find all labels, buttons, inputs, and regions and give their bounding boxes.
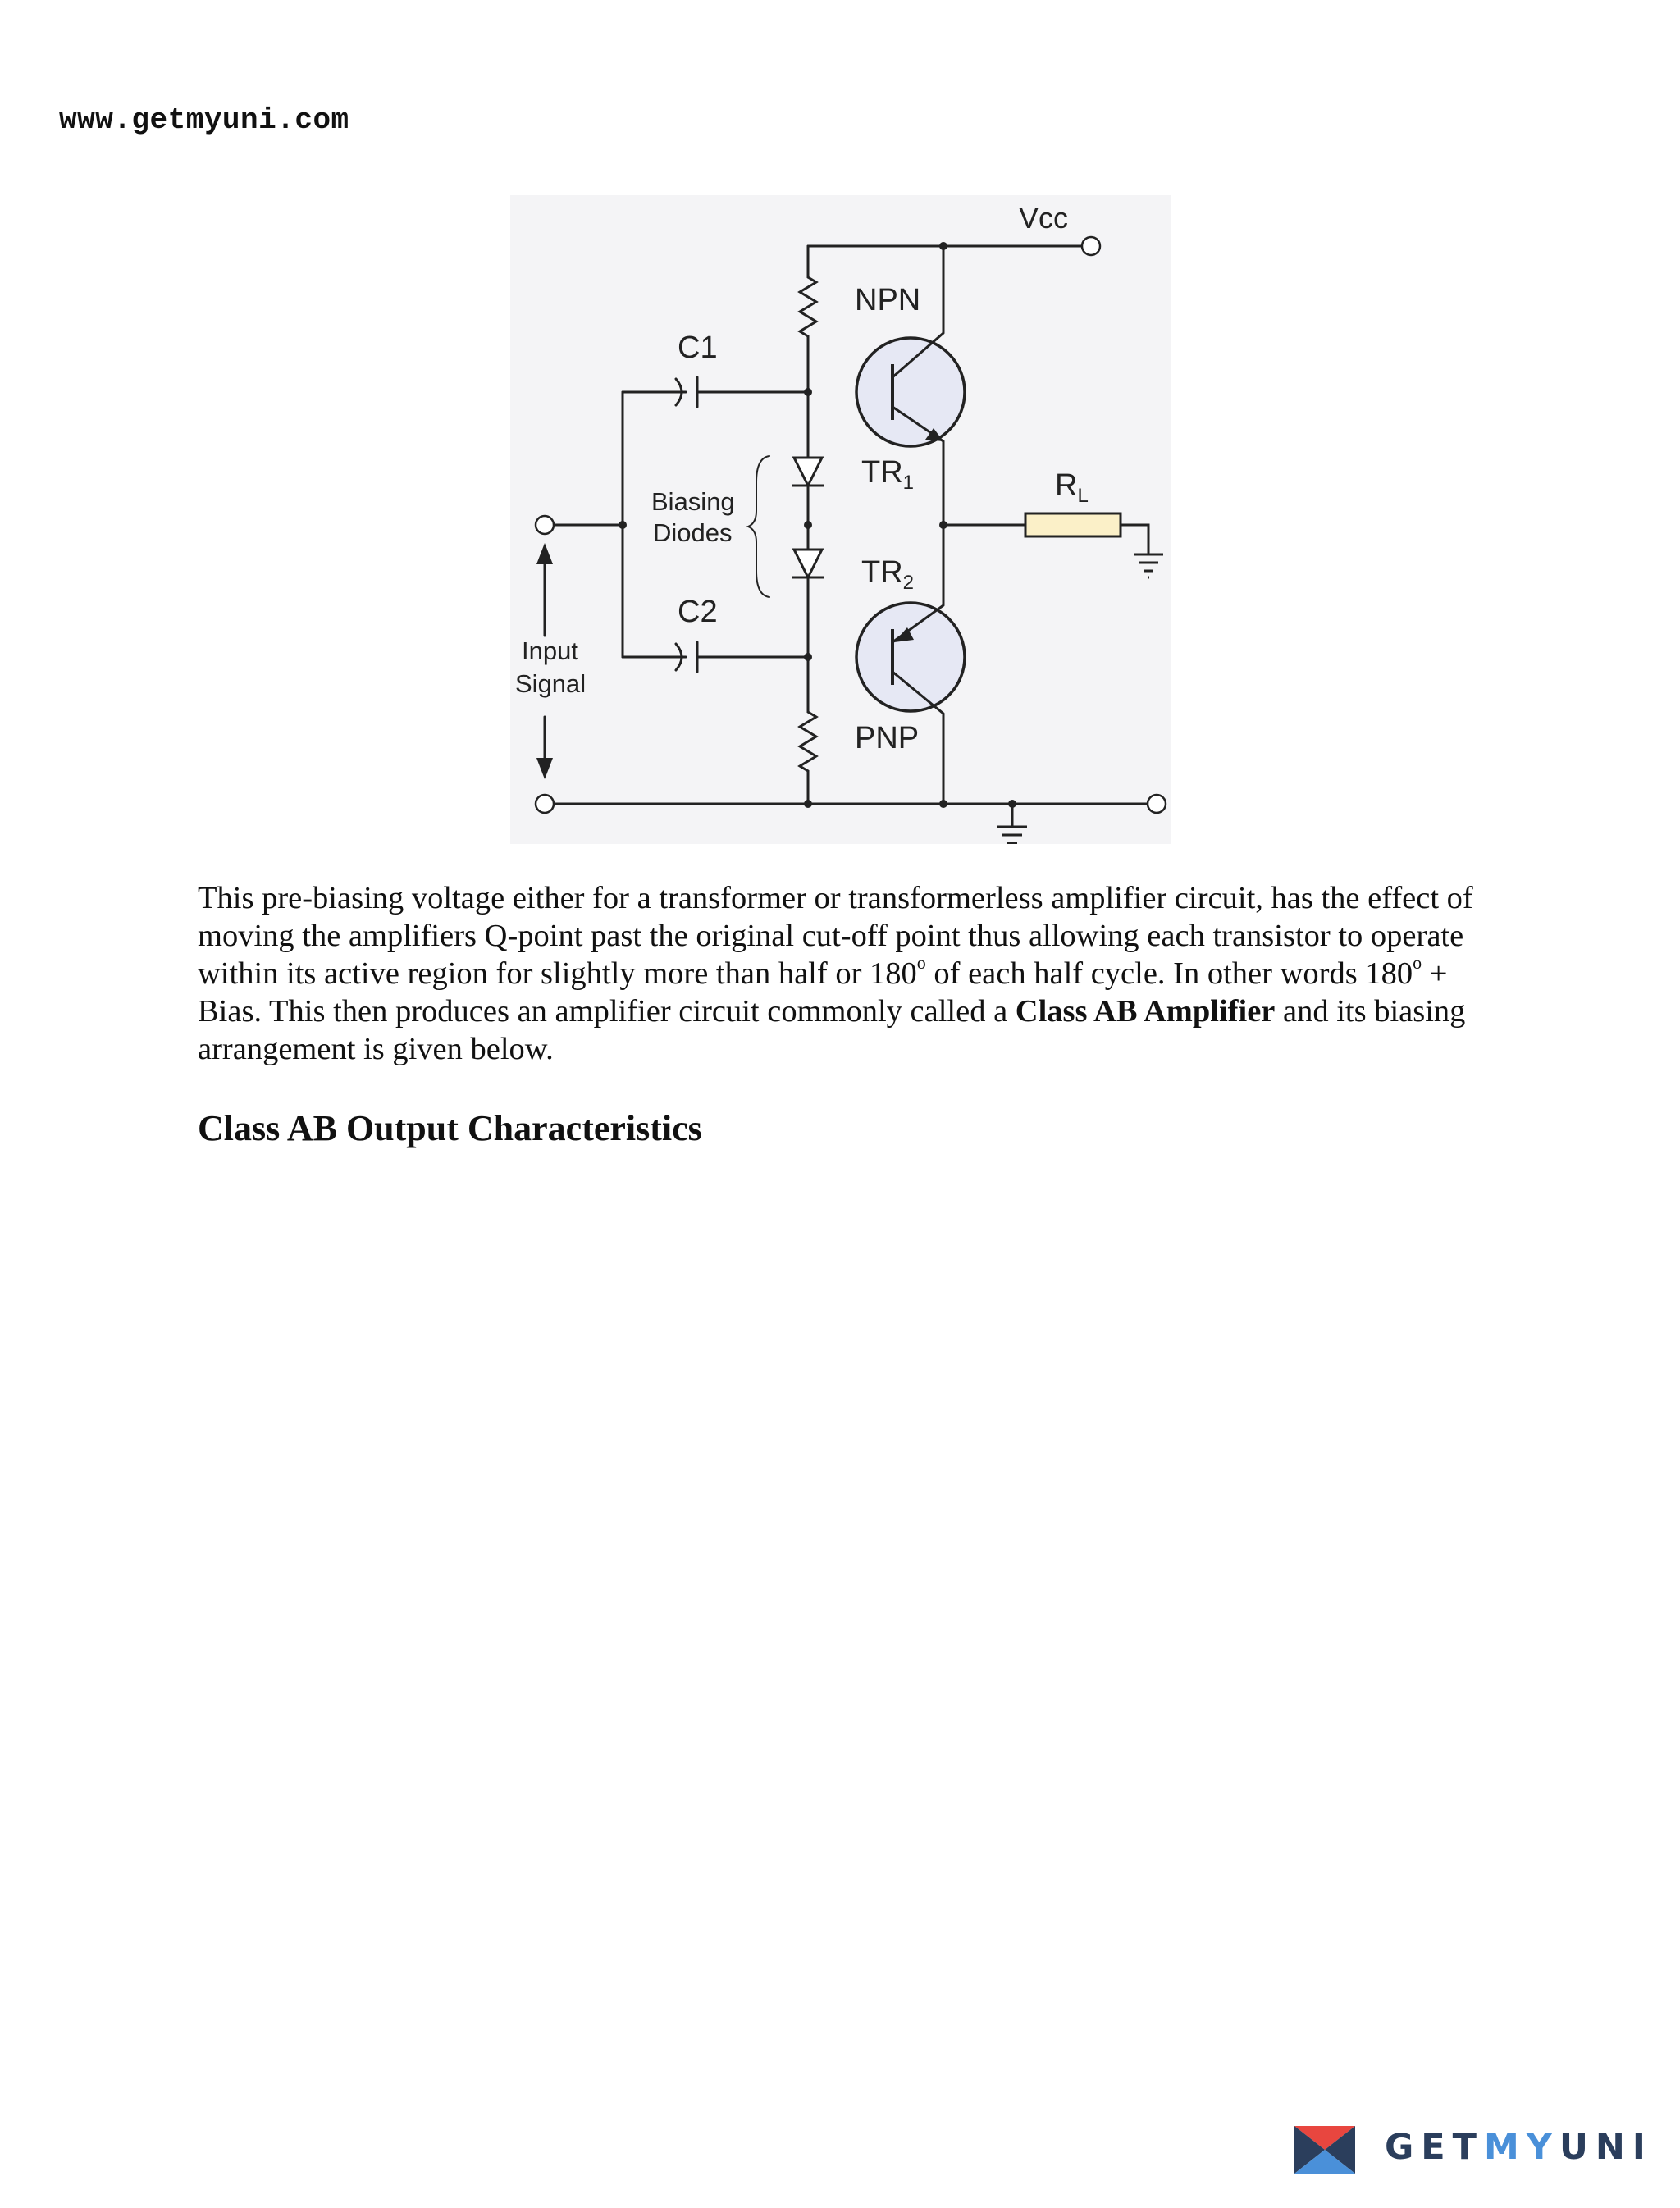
input-terminal-top — [536, 516, 554, 534]
diode-2 — [792, 550, 824, 577]
junction-dot — [939, 242, 947, 250]
pnp-transistor — [856, 603, 965, 714]
junction-dot — [939, 521, 947, 529]
biasing-bracket — [748, 456, 769, 597]
junction-dot — [619, 521, 627, 529]
signal-label: Signal — [515, 669, 587, 698]
main-ground-icon — [998, 804, 1027, 843]
getmyuni-logo-icon — [1294, 2126, 1355, 2174]
paragraph-text: This pre-biasing voltage either for a transformer or transformerless amplifier circuit, has the effect of moving the amplifiers Q-point past the original cut-off point thus allowing each transistor to operate within its active region for slightly more than half or 180 — [198, 881, 1473, 991]
junction-dot — [1008, 800, 1016, 808]
junction-dot — [804, 388, 812, 396]
tr2-label: $TR_2$ — [861, 555, 915, 594]
degree-superscript: o — [916, 952, 926, 974]
class-ab-amplifier-term: Class AB Amplifier — [1015, 994, 1276, 1029]
circuit-svg — [510, 195, 1171, 844]
junction-dot — [804, 521, 812, 529]
junction-dot — [804, 653, 812, 661]
vcc-label: Vcc — [1019, 201, 1069, 235]
top-resistor — [800, 277, 816, 336]
vcc-terminal — [1082, 237, 1100, 255]
npn-label: NPN — [855, 283, 921, 317]
input-terminal-bottom — [536, 795, 554, 813]
diodes-label: Diodes — [653, 518, 733, 547]
site-url[interactable]: www.getmyuni.com — [59, 103, 349, 137]
paragraph-text: of each half cycle. In other words 180 — [925, 956, 1413, 991]
ground-terminal — [1148, 795, 1166, 813]
load-resistor — [1025, 513, 1121, 536]
junction-dot — [939, 800, 947, 808]
c1-label: C1 — [678, 331, 718, 365]
circuit-diagram — [510, 195, 1171, 844]
diode-1 — [792, 458, 824, 486]
section-heading: Class AB Output Characteristics — [198, 1108, 702, 1148]
tr1-label: $TR_1$ — [861, 455, 915, 494]
junction-dot — [804, 800, 812, 808]
biasing-label: Biasing — [651, 487, 735, 516]
c2-label: C2 — [678, 595, 718, 629]
getmyuni-logo[interactable] — [1294, 2126, 1653, 2208]
rl-label: $R_L$ — [1055, 468, 1089, 507]
getmyuni-wordmark: GETMYUNI — [1385, 2127, 1653, 2168]
paragraph-text: and its biasing arrangement is given below. — [198, 994, 1466, 1066]
arrow-up-icon — [536, 543, 553, 564]
degree-superscript: o — [1413, 952, 1422, 974]
bottom-resistor — [800, 712, 816, 771]
paragraph-text: + Bias. This then produces an amplifier circuit commonly called a — [198, 956, 1448, 1029]
arrow-down-icon — [536, 758, 553, 779]
npn-transistor — [856, 333, 965, 446]
pnp-label: PNP — [855, 721, 920, 755]
body-paragraph — [198, 879, 1494, 1068]
load-ground-icon — [1134, 554, 1163, 577]
input-label: Input — [522, 636, 578, 665]
load-ground-wire — [1121, 525, 1148, 553]
